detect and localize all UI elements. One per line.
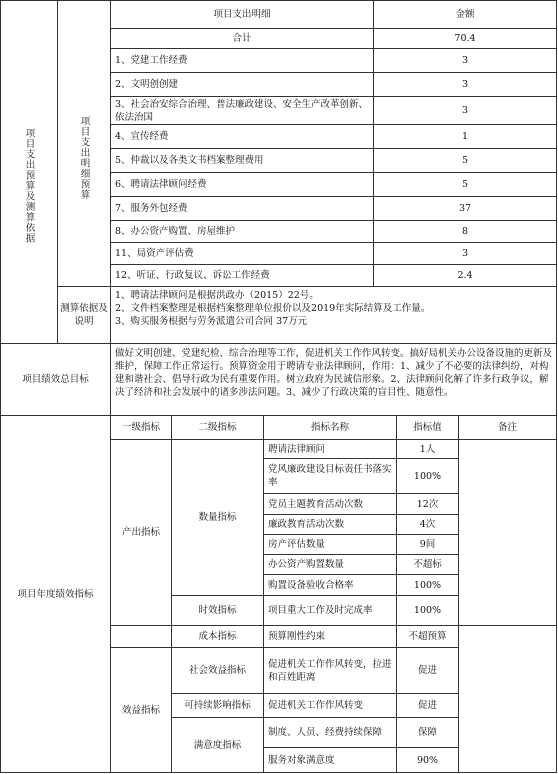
indicator-name: 促进机关工作作风转变，拉进和百姓距离 — [264, 648, 397, 694]
indicator-name: 预算刚性约束 — [264, 626, 397, 648]
social-benefit-indicator-label: 社会效益指标 — [172, 648, 264, 694]
budget-item-label: 7、服务外包经费 — [111, 197, 374, 221]
quantity-indicator-label: 数量指标 — [172, 440, 264, 596]
level2-indicator-header: 二级指标 — [172, 416, 264, 440]
budget-item-value: 2.4 — [374, 265, 557, 287]
indicator-value: 1人 — [397, 440, 459, 459]
corner-blank-inner — [58, 0, 111, 29]
overall-goal-label: 项目绩效总目标 — [0, 344, 111, 416]
budget-item-value: 5 — [374, 173, 557, 197]
remark-cell — [459, 626, 557, 773]
indicator-name: 党风廉政建设目标责任书落实率 — [264, 459, 397, 494]
indicator-name: 聘请法律顾问 — [264, 440, 397, 459]
remark-header: 备注 — [459, 416, 557, 440]
total-value: 70.4 — [374, 29, 557, 49]
indicator-value: 保障 — [397, 718, 459, 748]
budget-amount-header: 金额 — [374, 0, 557, 29]
budget-item-label: 4、宣传经费 — [111, 125, 374, 149]
remark-cell — [459, 440, 557, 626]
indicator-name: 服务对象满意度 — [264, 748, 397, 773]
satisfaction-indicator-label: 满意度指标 — [172, 718, 264, 773]
indicator-name: 购置设备验收合格率 — [264, 575, 397, 596]
indicator-value: 促进 — [397, 648, 459, 694]
calc-basis-line: 2、文件档案整理是根据档案整理单位报价以及2019年实际结算及工作量。 — [115, 303, 431, 314]
budget-item-value: 5 — [374, 149, 557, 173]
calc-basis-notes — [111, 287, 557, 344]
benefit-indicator-label: 效益指标 — [111, 648, 172, 773]
indicator-value: 100% — [397, 596, 459, 626]
budget-item-value: 3 — [374, 97, 557, 125]
cost-indicator-label: 成本指标 — [172, 626, 264, 648]
calc-basis-label: 测算依据及说明 — [58, 287, 111, 344]
indicator-name: 房产评估数量 — [264, 535, 397, 555]
budget-item-label: 5、仲裁以及各类文书档案整理费用 — [111, 149, 374, 173]
budget-item-value: 3 — [374, 243, 557, 265]
indicator-value: 100% — [397, 575, 459, 596]
budget-item-label: 2、文明创创建 — [111, 73, 374, 97]
indicator-name-header: 指标名称 — [264, 416, 397, 440]
budget-item-label: 6、聘请法律顾问经费 — [111, 173, 374, 197]
indicator-value-header: 指标值 — [397, 416, 459, 440]
indicator-value: 不超预算 — [397, 626, 459, 648]
indicator-name: 促进机关工作作风转变 — [264, 694, 397, 718]
indicator-value: 12次 — [397, 494, 459, 515]
level1-indicator-header: 一级指标 — [111, 416, 172, 440]
indicator-value: 不超标 — [397, 555, 459, 575]
budget-item-value: 3 — [374, 73, 557, 97]
indicator-value: 4次 — [397, 515, 459, 535]
budget-item-label: 3、社会治安综合治理、普法廉政建设、安全生产改革创新、依法治国 — [111, 97, 374, 125]
timeliness-indicator-label: 时效指标 — [172, 596, 264, 626]
annual-goal-label: 项目年度绩效指标 — [0, 416, 111, 773]
budget-item-value: 8 — [374, 221, 557, 243]
indicator-name: 廉政教育活动次数 — [264, 515, 397, 535]
budget-item-label: 11、局资产评估费 — [111, 243, 374, 265]
overall-goal-text: 做好文明创建、党建纪检、综合治理等工作，促进机关工作作风转变。搞好局机关办公设备设施的更新及维护，保障工作正常运行。预算资金用于聘请专业法律顾问，作用：1、减少了不必要的法律纠纷，对构建和谐社会、倡导行政为民有重要作用。树立政府为民诚信形象。2、法律顾问化解了许多行政争议，解决了经济和社会发展中的诸多涉法问题。3、减少了行政决策的盲目性、随意性。 — [111, 344, 557, 416]
indicator-value: 9间 — [397, 535, 459, 555]
indicator-name: 办公资产购置数量 — [264, 555, 397, 575]
indicator-name: 党员主题教育活动次数 — [264, 494, 397, 515]
sustainable-impact-indicator-label: 可持续影响指标 — [172, 694, 264, 718]
calc-basis-line: 3、购买服务根据与劳务派遣公司合同 37万元 — [115, 316, 308, 327]
corner-blank-outer — [0, 0, 58, 29]
budget-item-value: 37 — [374, 197, 557, 221]
budget-detail-header: 项目支出明细 — [111, 0, 374, 29]
indicator-value: 100% — [397, 459, 459, 494]
indicator-value: 90% — [397, 748, 459, 773]
indicator-name: 制度、人员、经费持续保障 — [264, 718, 397, 748]
calc-basis-line: 1、聘请法律顾问是根据洪政办（2015）22号。 — [115, 290, 319, 301]
indicator-value: 促进 — [397, 694, 459, 718]
budget-item-value: 3 — [374, 49, 557, 73]
budget-item-value: 1 — [374, 125, 557, 149]
cost-level1-blank — [111, 626, 172, 648]
budget-item-label: 12、听证、行政复议、诉讼工作经费 — [111, 265, 374, 287]
section-label-budget-basis: 项目支出预算及测算依据 — [0, 29, 58, 344]
indicator-name: 项目重大工作及时完成率 — [264, 596, 397, 626]
budget-item-label: 8、办公资产购置、房屋维护 — [111, 221, 374, 243]
output-indicator-label: 产出指标 — [111, 440, 172, 626]
total-label: 合计 — [111, 29, 374, 49]
budget-item-label: 1、党建工作经费 — [111, 49, 374, 73]
section-label-budget-detail: 项目支出明细预算 — [58, 29, 111, 287]
